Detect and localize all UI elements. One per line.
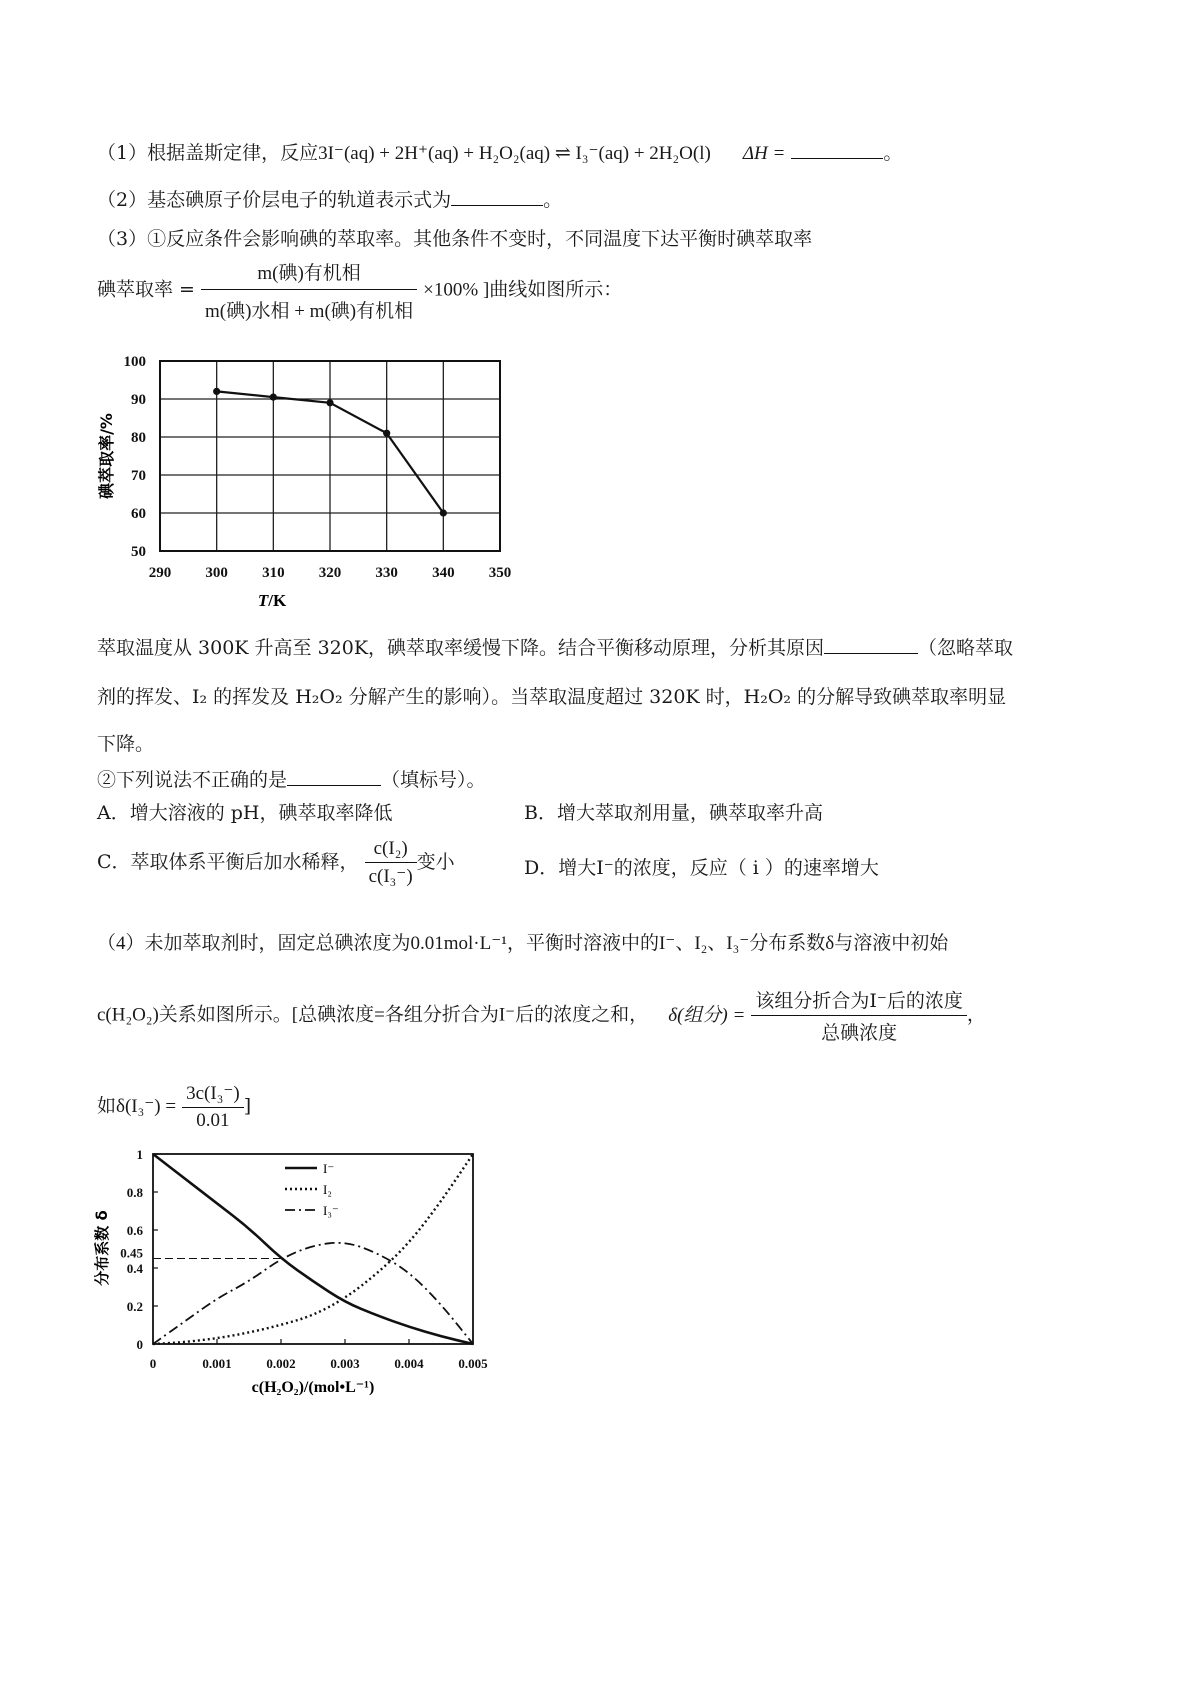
formula-rhs: ×100% ]曲线如图所示： — [423, 279, 623, 301]
option-c-post: 变小 — [416, 851, 455, 873]
q3-sub2 — [97, 765, 486, 792]
chart2-y-tick: 0.6 — [126, 1223, 143, 1238]
chart2-plot-frame — [153, 1154, 473, 1344]
chart1-data-point — [213, 388, 220, 395]
q4-delta-def: δ(组分) = — [668, 1004, 746, 1026]
chart2-series-dotted — [153, 1154, 473, 1344]
chart2-series-solid — [153, 1154, 473, 1344]
q3-para1 — [97, 633, 1013, 660]
q2-end: 。 — [543, 189, 563, 211]
chart1-x-tick: 350 — [488, 565, 512, 581]
chart1-x-tick: 330 — [375, 565, 398, 581]
chart2-x-tick: 0.002 — [266, 1356, 296, 1371]
q4-example-text: 如δ(I₃⁻) = — [97, 1096, 177, 1117]
chart2-x-tick: 0 — [149, 1356, 157, 1371]
chart2-legend-label: I⁻ — [323, 1161, 335, 1176]
option-a[interactable] — [97, 798, 393, 825]
chart2-marks — [153, 1154, 473, 1344]
chart2-x-tick: 0.005 — [458, 1356, 488, 1371]
q3-para2-text: 剂的挥发、I₂ 的挥发及 H₂O₂ 分解产生的影响）。当萃取温度超过 320K 时，H₂O₂ 的分解导致碘萃取率明显 — [97, 686, 1007, 708]
chart2-x-tick: 0.003 — [330, 1356, 360, 1371]
chart1-x-tick: 340 — [432, 565, 455, 581]
q2-line — [97, 185, 562, 212]
q4-example-end: ] — [243, 1095, 252, 1117]
formula-denominator: m(碘)水相 + m(碘)有机相 — [205, 301, 414, 322]
chart1-x-label — [258, 591, 287, 610]
q3-text: （3）①反应条件会影响碘的萃取率。其他条件不变时，不同温度下达平衡时碘萃取率 — [97, 228, 813, 250]
q4-example-denominator: 0.01 — [196, 1110, 230, 1131]
q3-para1-end: （忽略萃取 — [918, 637, 1014, 659]
chart1-x-tick: 300 — [205, 565, 228, 581]
chart1-x-tick: 320 — [318, 565, 342, 581]
chart1-y-tick: 60 — [131, 506, 146, 522]
option-d-text: D．增大I⁻的浓度，反应（ i ）的速率增大 — [524, 857, 879, 879]
q3-formula — [97, 258, 622, 323]
chart1-y-tick: 100 — [123, 354, 146, 370]
q4-example-numerator: 3c(I₃⁻) — [182, 1082, 244, 1108]
q3-para2 — [97, 682, 1006, 709]
distribution-chart — [85, 1140, 535, 1420]
q4-line2-end: ， — [966, 1003, 986, 1026]
q4-delta-numerator: 该组分折合为I⁻后的浓度 — [751, 986, 967, 1016]
q2-text: （2）基态碘原子价层电子的轨道表示式为 — [97, 189, 452, 211]
q3-para3-text: 下降。 — [97, 733, 155, 755]
chart1-y-tick: 70 — [131, 468, 146, 484]
chart2-legend-label: I₃⁻ — [323, 1203, 339, 1218]
chart2-annotation-label: 0.45 — [120, 1245, 143, 1261]
chart1-y-tick: 50 — [131, 544, 146, 560]
option-c-fraction — [365, 838, 417, 888]
option-b-text: B．增大萃取剂用量，碘萃取率升高 — [524, 802, 823, 824]
chart1-ticks — [124, 354, 512, 581]
chart2-x-tick: 0.004 — [394, 1356, 424, 1371]
q1-text: 根据盖斯定律，反应 — [147, 142, 319, 164]
option-b[interactable] — [524, 798, 823, 825]
q4-delta-fraction — [751, 986, 967, 1045]
formula-fraction — [201, 258, 417, 323]
q4-delta-denominator: 总碘浓度 — [821, 1022, 898, 1044]
chart2-y-tick: 0.8 — [126, 1185, 143, 1200]
chart1-x-tick: 310 — [262, 565, 285, 581]
q1-end: 。 — [883, 142, 903, 164]
q1-line — [97, 138, 902, 165]
chart1-y-label: 碘萃取率/% — [97, 413, 116, 499]
chart1-x-label-unit: /K — [268, 591, 287, 610]
chart2-y-tick: 0.2 — [126, 1299, 143, 1314]
q1-delta-h: ΔH = — [742, 143, 786, 164]
chart1-y-tick: 80 — [131, 430, 146, 446]
q4-line2-text: c(H₂O₂)关系如图所示。[总碘浓度=各组分折合为I⁻后的浓度之和， — [97, 1004, 649, 1026]
option-a-text: A．增大溶液的 pH，碘萃取率降低 — [97, 802, 393, 824]
q1-reaction: 3I⁻(aq) + 2H⁺(aq) + H₂O₂(aq) ⇌ I₃⁻(aq) + 2H₂O(l) — [318, 143, 711, 164]
chart1-y-tick: 90 — [131, 392, 146, 408]
chart1-data-point — [440, 509, 447, 516]
chart2-y-tick: 0 — [136, 1337, 143, 1352]
option-c-denominator: c(I₃⁻) — [368, 866, 413, 887]
option-c-numerator: c(I₂) — [365, 838, 417, 863]
chart2-x-tick: 0.001 — [202, 1356, 232, 1371]
q3-sub2-text: ②下列说法不正确的是 — [97, 769, 288, 791]
q1-answer-blank[interactable] — [791, 139, 883, 159]
q3-sub2-end: （填标号）。 — [381, 769, 486, 791]
chart2-y-tick: 1 — [136, 1147, 143, 1162]
chart2-legend — [285, 1161, 339, 1218]
q1-label: （1） — [97, 142, 148, 164]
formula-numerator: m(碘)有机相 — [201, 258, 417, 290]
q3-intro — [97, 224, 812, 251]
chart1-x-label-var: T — [257, 591, 269, 610]
q4-line2 — [97, 986, 986, 1045]
q3-sub2-blank[interactable] — [287, 766, 381, 786]
chart1-x-tick: 290 — [148, 565, 172, 581]
chart1-data-point — [326, 399, 333, 406]
option-c-text: C．萃取体系平衡后加水稀释， — [97, 851, 359, 873]
q3-reason-blank[interactable] — [824, 634, 918, 654]
chart1-grid — [160, 361, 500, 551]
chart2-x-label: c(H₂O₂)/(mol•L⁻¹) — [251, 1379, 375, 1396]
chart2-legend-label: I₂ — [323, 1182, 332, 1197]
chart2-y-tick: 0.4 — [126, 1261, 143, 1276]
chart1-data-point — [270, 394, 277, 401]
q3-para1-text: 萃取温度从 300K 升高至 320K，碘萃取率缓慢下降。结合平衡移动原理，分析其原因 — [97, 637, 825, 659]
formula-lhs: 碘萃取率 = — [97, 278, 195, 301]
chart2-ticks — [120, 1147, 488, 1371]
q2-answer-blank[interactable] — [451, 186, 543, 206]
chart2-y-label: 分布系数 δ — [93, 1210, 111, 1286]
q4-example-fraction — [182, 1082, 244, 1132]
extraction-rate-chart — [90, 348, 530, 616]
q4-line1 — [97, 928, 948, 955]
q4-line1-text: （4）未加萃取剂时，固定总碘浓度为0.01mol·L⁻¹，平衡时溶液中的I⁻、I₂、I₃⁻分布系数δ与溶液中初始 — [97, 933, 949, 954]
q3-para3 — [97, 729, 154, 756]
q4-line3 — [97, 1082, 251, 1132]
chart1-data-point — [383, 430, 390, 437]
option-c[interactable] — [97, 838, 455, 888]
option-d[interactable] — [524, 853, 879, 880]
